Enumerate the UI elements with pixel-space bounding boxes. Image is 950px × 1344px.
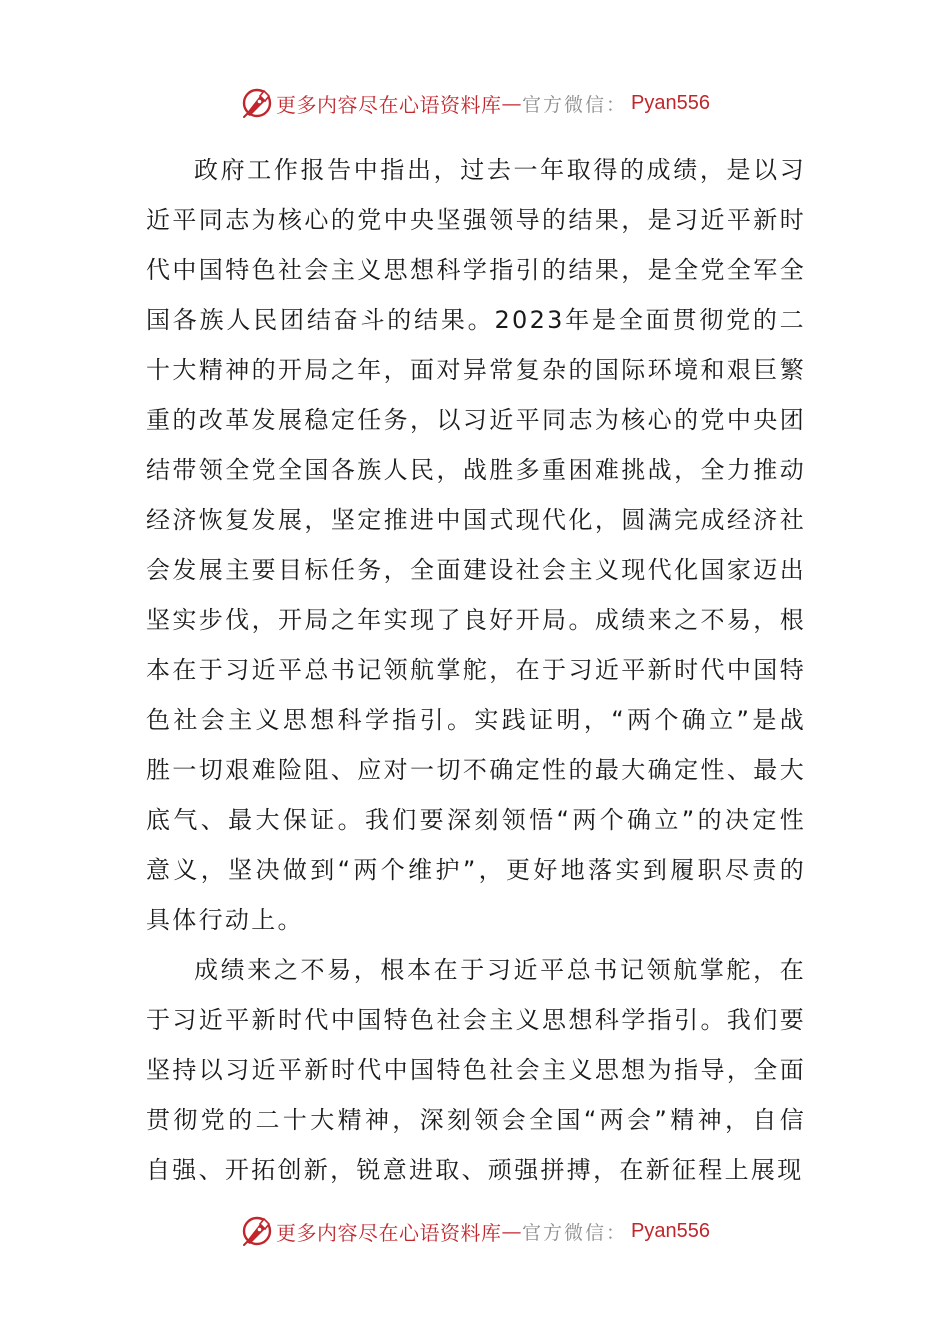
document-body (146, 145, 806, 1195)
footer-wechat-label: 官方微信： (522, 1221, 628, 1244)
paragraph-1: 政府工作报告中指出，过去一年取得的成绩，是以习近平同志为核心的党中央坚强领导的结果，是习近平新时代中国特色社会主义思想科学指引的结果，是全党全军全国各族人民团结奋斗的结果。2023年是全面贯彻党的二十大精神的开局之年，面对异常复杂的国际环境和艰巨繁重的改革发展稳定任务，以习近平同志为核心的党中央团结带领全党全国各族人民，战胜多重困难挑战，全力推动经济恢复发展，坚定推进中国式现代化，圆满完成经济社会发展主要目标任务，全面建设社会主义现代化国家迈出坚实步伐，开局之年实现了良好开局。成绩来之不易，根本在于习近平总书记领航掌舵，在于习近平新时代中国特色社会主义思想科学指引。实践证明，“两个确立”是战胜一切艰难险阻、应对一切不确定性的最大确定性、最大底气、最大保证。我们要深刻领悟“两个确立”的决定性意义，坚决做到“两个维护”，更好地落实到履职尽责的具体行动上。 (146, 156, 806, 934)
header-banner (0, 83, 950, 123)
footer-wechat-id: Pyan556 (631, 1219, 710, 1242)
header-dash: — (501, 91, 522, 115)
header-wechat-id: Pyan556 (631, 91, 710, 114)
pen-nib-logo-icon (240, 1214, 274, 1248)
footer-title: 更多内容尽在心语资料库 (276, 1220, 502, 1245)
header-title: 更多内容尽在心语资料库 (276, 92, 502, 117)
footer-banner (0, 1211, 950, 1251)
header-wechat-label: 官方微信： (522, 93, 628, 116)
pen-nib-logo-icon (240, 86, 274, 120)
paragraph-2: 成绩来之不易，根本在于习近平总书记领航掌舵，在于习近平新时代中国特色社会主义思想科学指引。我们要坚持以习近平新时代中国特色社会主义思想为指导，全面贯彻党的二十大精神，深刻领会全国“两会”精神，自信自强、开拓创新，锐意进取、顽强拼搏，在新征程上展现 (146, 956, 806, 1184)
footer-dash: — (501, 1219, 522, 1243)
